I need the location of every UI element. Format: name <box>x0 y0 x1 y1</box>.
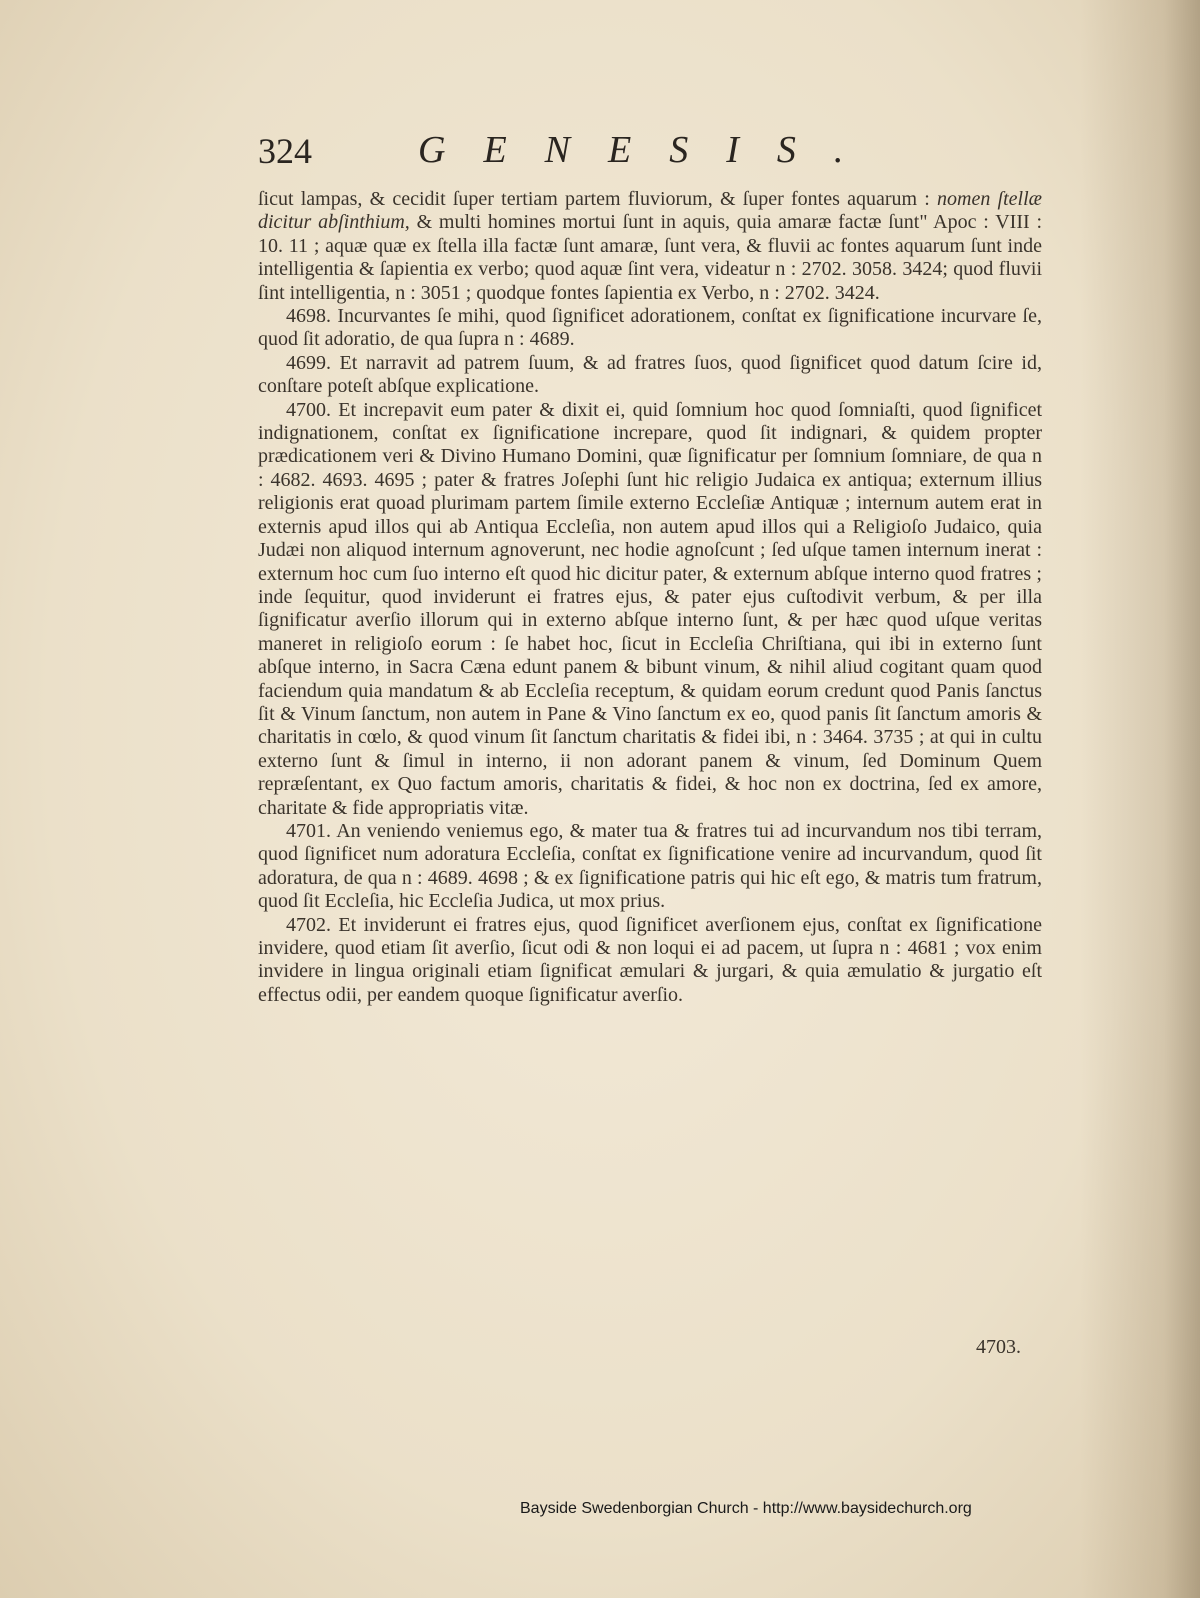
paragraph-4702: 4702. Et inviderunt ei fratres ejus, quod ſignificet averſionem ejus, conſtat ex ſignificatione invidere, quod etiam ſit averſio, ſicut odi & non loqui ei ad pacem, ut ſupra n : 4681 ; vox enim invidere in lingua originali etiam ſignificat æmulari & jurgari, & quia æmulatio & jurgatio eſt effectus odii, per eandem quoque ſignificatur averſio. <box>258 913 1042 1006</box>
page-body <box>258 188 1042 1007</box>
continuation-text-end: & multi homines mortui ſunt in aquis, quia amaræ factæ ſunt" Apoc : VIII : 10. 11 ; aquæ quæ ex ſtella illa factæ ſunt amaræ, ſunt vera, & fluvii ac fontes aquarum ſunt inde intelligentia & ſapientia ex verbo; quod aquæ ſint vera, videatur n : 2702. 3058. 3424; quod fluvii ſint intelligentia, n : 3051 ; quodque fontes ſapientia ex Verbo, n : 2702. 3424. <box>258 211 1042 304</box>
catchword: 4703. <box>976 1336 1021 1358</box>
paragraph-4698: 4698. Incurvantes ſe mihi, quod ſignificet adorationem, conſtat ex ſignificatione incurvare ſe, quod ſit adoratio, de qua ſupra n : 4689. <box>258 305 1042 351</box>
paragraph-4701: 4701. An veniendo veniemus ego, & mater tua & fratres tui ad incurvandum nos tibi terram, quod ſignificet num adoratura Eccleſia, conſtat ex ſignificatione venire ad incurvandum, quod ſit adoratura, de qua n : 4689. 4698 ; & ex ſignificatione patris qui hic eſt ego, & matris tum fratrum, quod ſit Eccleſia, hic Eccleſia Judica, ut mox prius. <box>258 819 1042 913</box>
continuation-paragraph <box>258 188 1042 305</box>
page-gutter-shadow <box>1080 0 1200 1598</box>
paragraph-4699: 4699. Et narravit ad patrem ſuum, & ad fratres ſuos, quod ſignificet quod datum ſcire id, conſtare poteſt abſque explicatione. <box>258 351 1042 398</box>
continuation-italic-quote: nomen ſtellæ dicitur abſinthium, <box>258 188 1042 234</box>
footer-credit: Bayside Swedenborgian Church - http://www.baysidechurch.org <box>520 1500 972 1517</box>
paragraph-4700: 4700. Et increpavit eum pater & dixit ei, quid ſomnium hoc quod ſomniaſti, quod ſignificet indignationem, conſtat ex ſignificatione increpare, quod ſit indignari, & quidem propter prædicationem veri & Divino Humano Domini, quæ ſignificatur per ſomnium ſomniare, de qua n : 4682. 4693. 4695 ; pater & fratres Joſephi ſunt hic religio Judaica ex antiqua; externum illius religionis erat quoad plurimam partem ſimile externo Eccleſiæ Antiquæ ; internum autem erat in externis apud illos qui ab Antiqua Eccleſia, non autem apud illos qui a Religioſo Judaico, quia Judæi non aliquod internum agnoverunt, nec hodie agnoſcunt ; ſed uſque tamen internum inerat : externum hoc cum ſuo interno eſt quod hic dicitur pater, & externum abſque interno quod fratres ; inde ſequitur, quod inviderunt ei fratres ejus, & pater ejus cuſtodivit verbum, & per illa ſignificatur averſio illorum qui in externo abſque interno ſunt, & per hæc quod uſque veritas maneret in religioſo eorum : ſe habet hoc, ſicut in Eccleſia Chriſtiana, qui ibi in externo ſunt abſque interno, in Sacra Cæna edunt panem & bibunt vinum, & nihil aliud cogitant quam quod faciendum quia mandatum & ab Eccleſia receptum, & quidam eorum credunt quod Panis ſanctus ſit & Vinum ſanctum, non autem in Pane & Vino ſanctum ex eo, quod panis ſit ſanctum amoris & charitatis in cœlo, & quod vinum ſit ſanctum charitatis & fidei ibi, n : 3464. 3735 ; at qui in cultu externo ſunt & ſimul in interno, ii non adorant panem & vinum, ſed Dominum Quem repræſentant, ex Quo factum amoris, charitatis & fidei, & hoc non ex doctrina, ſed ex amore, charitate & fide appropriatis vitæ. <box>258 398 1042 819</box>
running-title: GENESIS. <box>418 129 882 171</box>
page-number: 324 <box>258 131 312 171</box>
continuation-text-start: ſicut lampas, & cecidit ſuper tertiam partem fluviorum, & ſuper fontes aquarum : <box>258 188 938 210</box>
page-header <box>258 128 1058 178</box>
